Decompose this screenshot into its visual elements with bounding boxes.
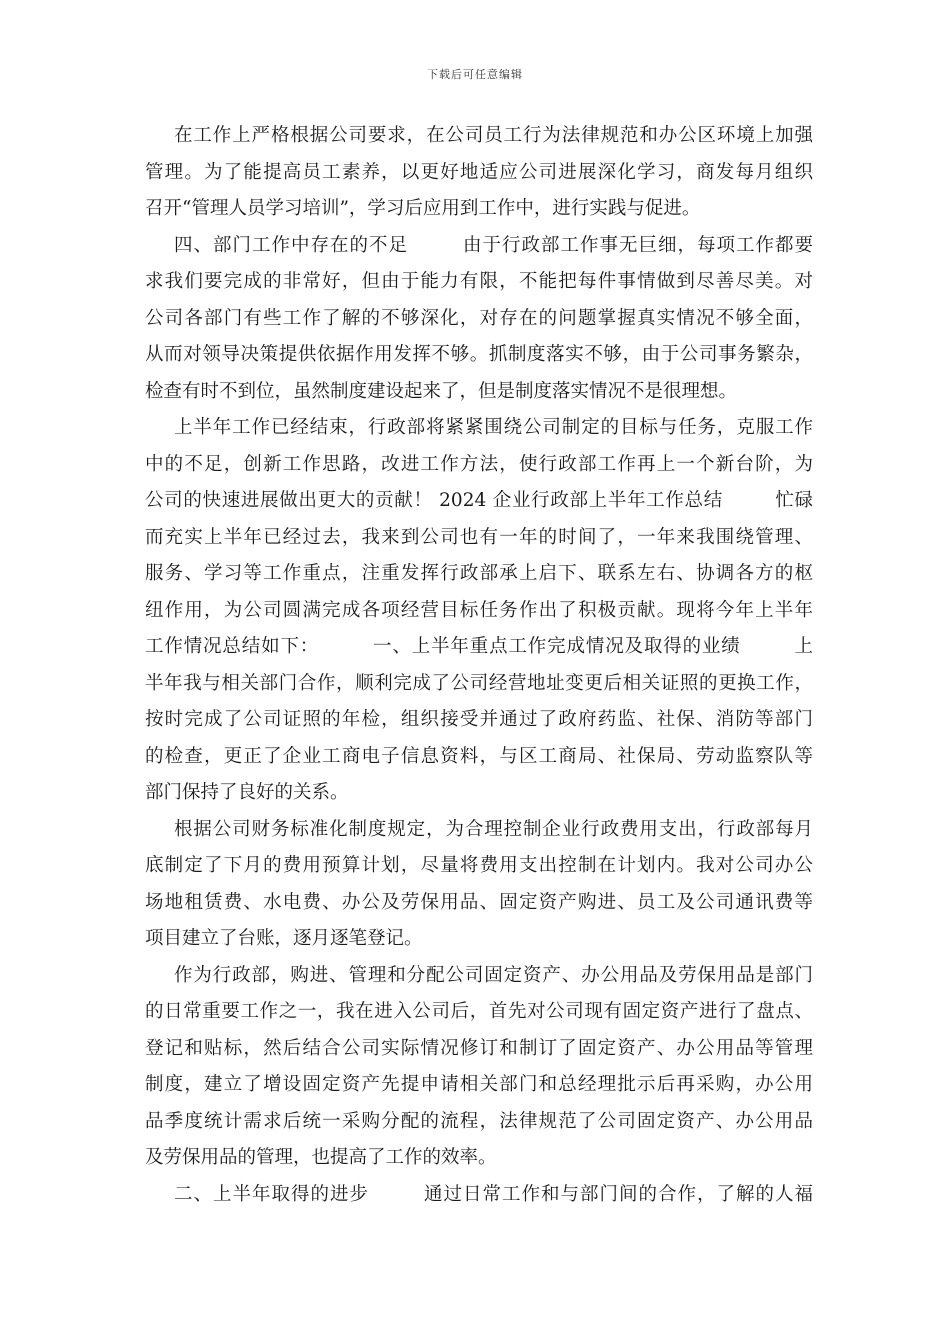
text-line: 而充实上半年已经过去，我来到公司也有一年的时间了，一年来我围绕管理、 [145,526,813,548]
text-line: 在工作上严格根据公司要求，在公司员工行为法律规范和办公区环境上加强 [174,125,813,146]
text-line: 按时完成了公司证照的年检，组织接受并通过了政府药监、社保、消防等部门 [145,709,813,730]
text-line: 从而对领导决策提供依据作用发挥不够。抓制度落实不够，由于公司事务繁杂， [145,344,813,365]
text-line: 管理。为了能提高员工素养，以更好地适应公司进展深化学习，商发每月组织 [145,161,813,183]
text-line: 及劳保用品的管理，也提高了工作的效率。 [145,1147,497,1168]
text-line: 二、上半年取得的进步 通过日常工作和与部门间的合作，了解的人福 [174,1183,813,1205]
text-line: 项目建立了台账，逐月逐笔登记。 [145,928,423,949]
document-body [145,118,813,1213]
text-line: 品季度统计需求后统一采购分配的流程，法律规范了公司固定资产、办公用品 [145,1110,813,1132]
text-line: 部门保持了良好的关系。 [145,782,349,803]
text-line: 服务、学习等工作重点，注重发挥行政部承上启下、联系左右、协调各方的枢 [145,563,813,584]
text-line: 纽作用，为公司圆满完成各项经营目标任务作出了积极贡献。现将今年上半年 [145,599,813,621]
text-line: 公司各部门有些工作了解的不够深化，对存在的问题掌握真实情况不够全面， [145,307,813,329]
text-line: 中的不足，创新工作思路，改进工作方法，使行政部工作再上一个新台阶，为 [145,453,813,475]
text-line: 的日常重要工作之一，我在进入公司后，首先对公司现有固定资产进行了盘点、 [145,1001,813,1022]
text-line: 求我们要完成的非常好，但由于能力有限，不能把每件事情做到尽善尽美。对 [145,271,813,292]
text-line: 四、部门工作中存在的不足 由于行政部工作事无巨细，每项工作都要 [174,234,813,256]
text-line: 底制定了下月的费用预算计划，尽量将费用支出控制在计划内。我对公司办公 [145,855,813,876]
page-header: 下载后可任意编辑 [427,68,523,81]
text-line: 半年我与相关部门合作，顺利完成了公司经营地址变更后相关证照的更换工作， [145,672,813,694]
text-line: 场地租赁费、水电费、办公及劳保用品、固定资产购进、员工及公司通讯费等 [145,891,813,913]
text-line: 的检查，更正了企业工商电子信息资料，与区工商局、社保局、劳动监察队等 [145,745,813,767]
text-line: 召开“管理人员学习培训”，学习后应用到工作中，进行实践与促进。 [145,198,701,219]
text-line: 上半年工作已经结束，行政部将紧紧围绕公司制定的目标与任务，克服工作 [174,417,813,438]
text-line: 检查有时不到位，虽然制度建设起来了，但是制度落实情况不是很理想。 [145,380,738,402]
text-line: 制度，建立了增设固定资产先提申请相关部门和总经理批示后再采购，办公用 [145,1074,813,1095]
text-line: 根据公司财务标准化制度规定，为合理控制企业行政费用支出，行政部每月 [174,818,813,840]
text-line: 作为行政部，购进、管理和分配公司固定资产、办公用品及劳保用品是部门 [174,964,813,986]
text-line: 工作情况总结如下： 一、上半年重点工作完成情况及取得的业绩 上 [145,636,813,657]
text-line: 登记和贴标，然后结合公司实际情况修订和制订了固定资产、办公用品等管理 [145,1037,813,1059]
text-line: 公司的快速进展做出更大的贡献！ 2024 企业行政部上半年工作总结 忙碌 [145,490,813,511]
